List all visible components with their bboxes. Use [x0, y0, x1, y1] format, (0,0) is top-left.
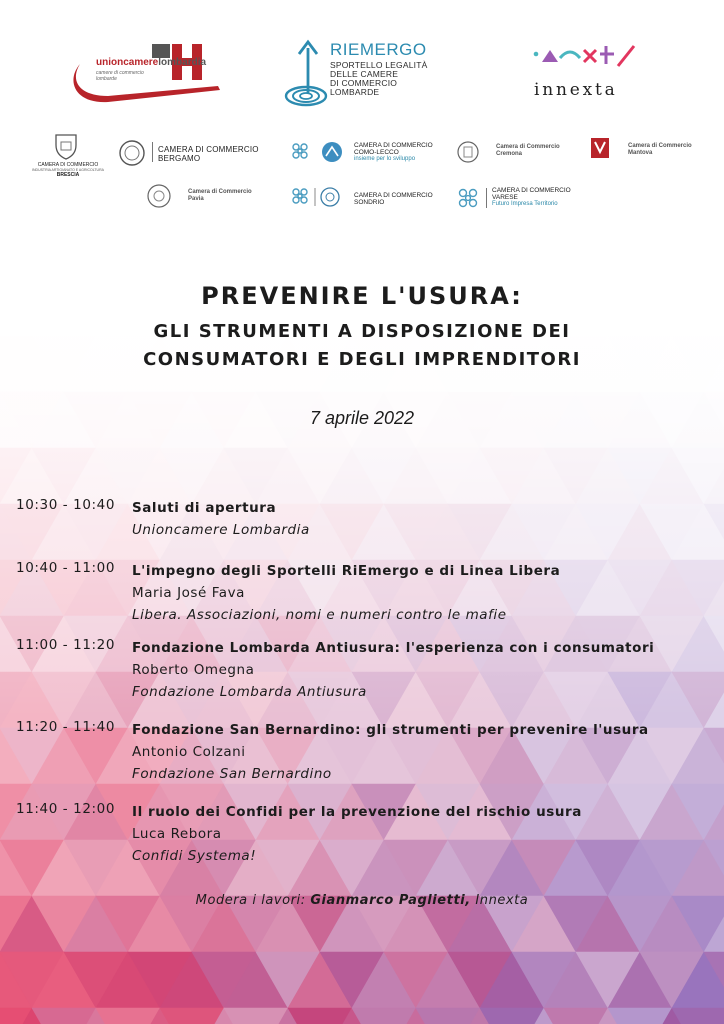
cremona-label: Camera di Commercio Cremona [496, 144, 560, 157]
agenda-time: 10:40 - 11:00 [16, 560, 116, 576]
chamber-varese-logo [456, 182, 606, 216]
riemergo-logo [282, 38, 452, 110]
riemergo-spiral-icon [282, 38, 330, 110]
varese-mark-icon [456, 186, 480, 210]
agenda-time: 11:20 - 11:40 [16, 719, 116, 735]
agenda-topic: Fondazione Lombarda Antiusura: l'esperienza con i consumatori [132, 640, 655, 656]
unioncamere-lombardia-logo [68, 40, 228, 110]
riemergo-title: RIEMERGO [330, 40, 427, 59]
sondrio-mark-icon [290, 186, 346, 210]
moderator-line [0, 893, 724, 908]
agenda-speaker: Roberto Omegna [132, 662, 255, 678]
innexta-mark-icon [530, 44, 650, 78]
chamber-brescia-logo [32, 132, 104, 178]
bergamo-seal-icon [118, 139, 146, 167]
brescia-crest-icon [52, 132, 80, 160]
varese-label: CAMERA DI COMMERCIO VARESE [492, 187, 571, 201]
page-title: PREVENIRE L'USURA: [201, 282, 523, 310]
agenda-topic: Saluti di apertura [132, 500, 277, 516]
agenda-time: 11:00 - 11:20 [16, 637, 116, 653]
agenda-speaker: Luca Rebora [132, 826, 222, 842]
agenda-org: Confidi Systema! [132, 848, 257, 864]
agenda-topic: Fondazione San Bernardino: gli strumenti per prevenire l'usura [132, 722, 649, 738]
agenda-org: Unioncamere Lombardia [132, 522, 310, 538]
moderator-name: Gianmarco Paglietti, [310, 893, 471, 908]
como-lecco-mark-icon [290, 141, 348, 165]
brescia-city: BRESCIA [56, 172, 80, 178]
innexta-logo [530, 44, 650, 104]
sondrio-label: CAMERA DI COMMERCIO SONDRIO [354, 192, 433, 206]
brescia-small-label: INDUSTRIA ARTIGIANATO E AGRICOLTURA [32, 168, 104, 172]
pavia-seal-icon [146, 183, 172, 209]
pavia-label: Camera di Commercio Pavia [188, 189, 252, 202]
chamber-sondrio-logo [290, 182, 440, 216]
brescia-label: CAMERA DI COMMERCIO [37, 162, 99, 168]
agenda-topic: Il ruolo dei Confidi per la prevenzione del rischio usura [132, 804, 582, 820]
varese-divider [486, 188, 487, 208]
como-lecco-label: CAMERA DI COMMERCIO COMO-LECCO [354, 142, 433, 156]
agenda-time: 11:40 - 12:00 [16, 801, 116, 817]
chamber-como-lecco-logo [290, 136, 440, 170]
chamber-mantova-logo [588, 134, 698, 168]
agenda-topic: L'impegno degli Sportelli RiEmergo e di Linea Libera [132, 563, 561, 579]
bergamo-divider [152, 142, 153, 162]
unioncamere-name-part1: unioncamere [96, 57, 159, 68]
cremona-seal-icon [456, 140, 480, 164]
agenda-speaker: Maria José Fava [132, 585, 245, 601]
page-subtitle: GLI STRUMENTI A DISPOSIZIONE DEI CONSUMATORI E DEGLI IMPRENDITORI [143, 321, 581, 370]
riemergo-subtitle: SPORTELLO LEGALITÀ DELLE CAMERE DI COMMERCIO LOMBARDE [330, 60, 428, 97]
bergamo-label: CAMERA DI COMMERCIO BERGAMO [158, 145, 259, 163]
chamber-pavia-logo [146, 180, 276, 214]
chamber-bergamo-logo [118, 136, 268, 170]
unioncamere-name-part2: lombardia [158, 57, 207, 68]
mantova-label: Camera di Commercio Mantova [628, 143, 692, 156]
varese-tagline: Futuro Impresa Territorio [492, 201, 558, 207]
agenda-org: Fondazione San Bernardino [132, 766, 332, 782]
unioncamere-tagline: camere di commercio lombarde [96, 70, 144, 82]
agenda-org: Libera. Associazioni, nomi e numeri contro le mafie [132, 607, 507, 623]
agenda-time: 10:30 - 10:40 [16, 497, 116, 513]
moderator-org: Innexta [475, 893, 529, 908]
agenda-speaker: Antonio Colzani [132, 744, 246, 760]
como-lecco-tagline: insieme per lo sviluppo [354, 156, 416, 162]
mantova-crest-icon [588, 136, 612, 160]
event-date: 7 aprile 2022 [309, 408, 415, 428]
moderator-label: Modera i lavori: [195, 893, 306, 908]
chamber-cremona-logo [456, 136, 566, 170]
agenda-org: Fondazione Lombarda Antiusura [132, 684, 367, 700]
innexta-wordmark: innexta [534, 80, 618, 100]
